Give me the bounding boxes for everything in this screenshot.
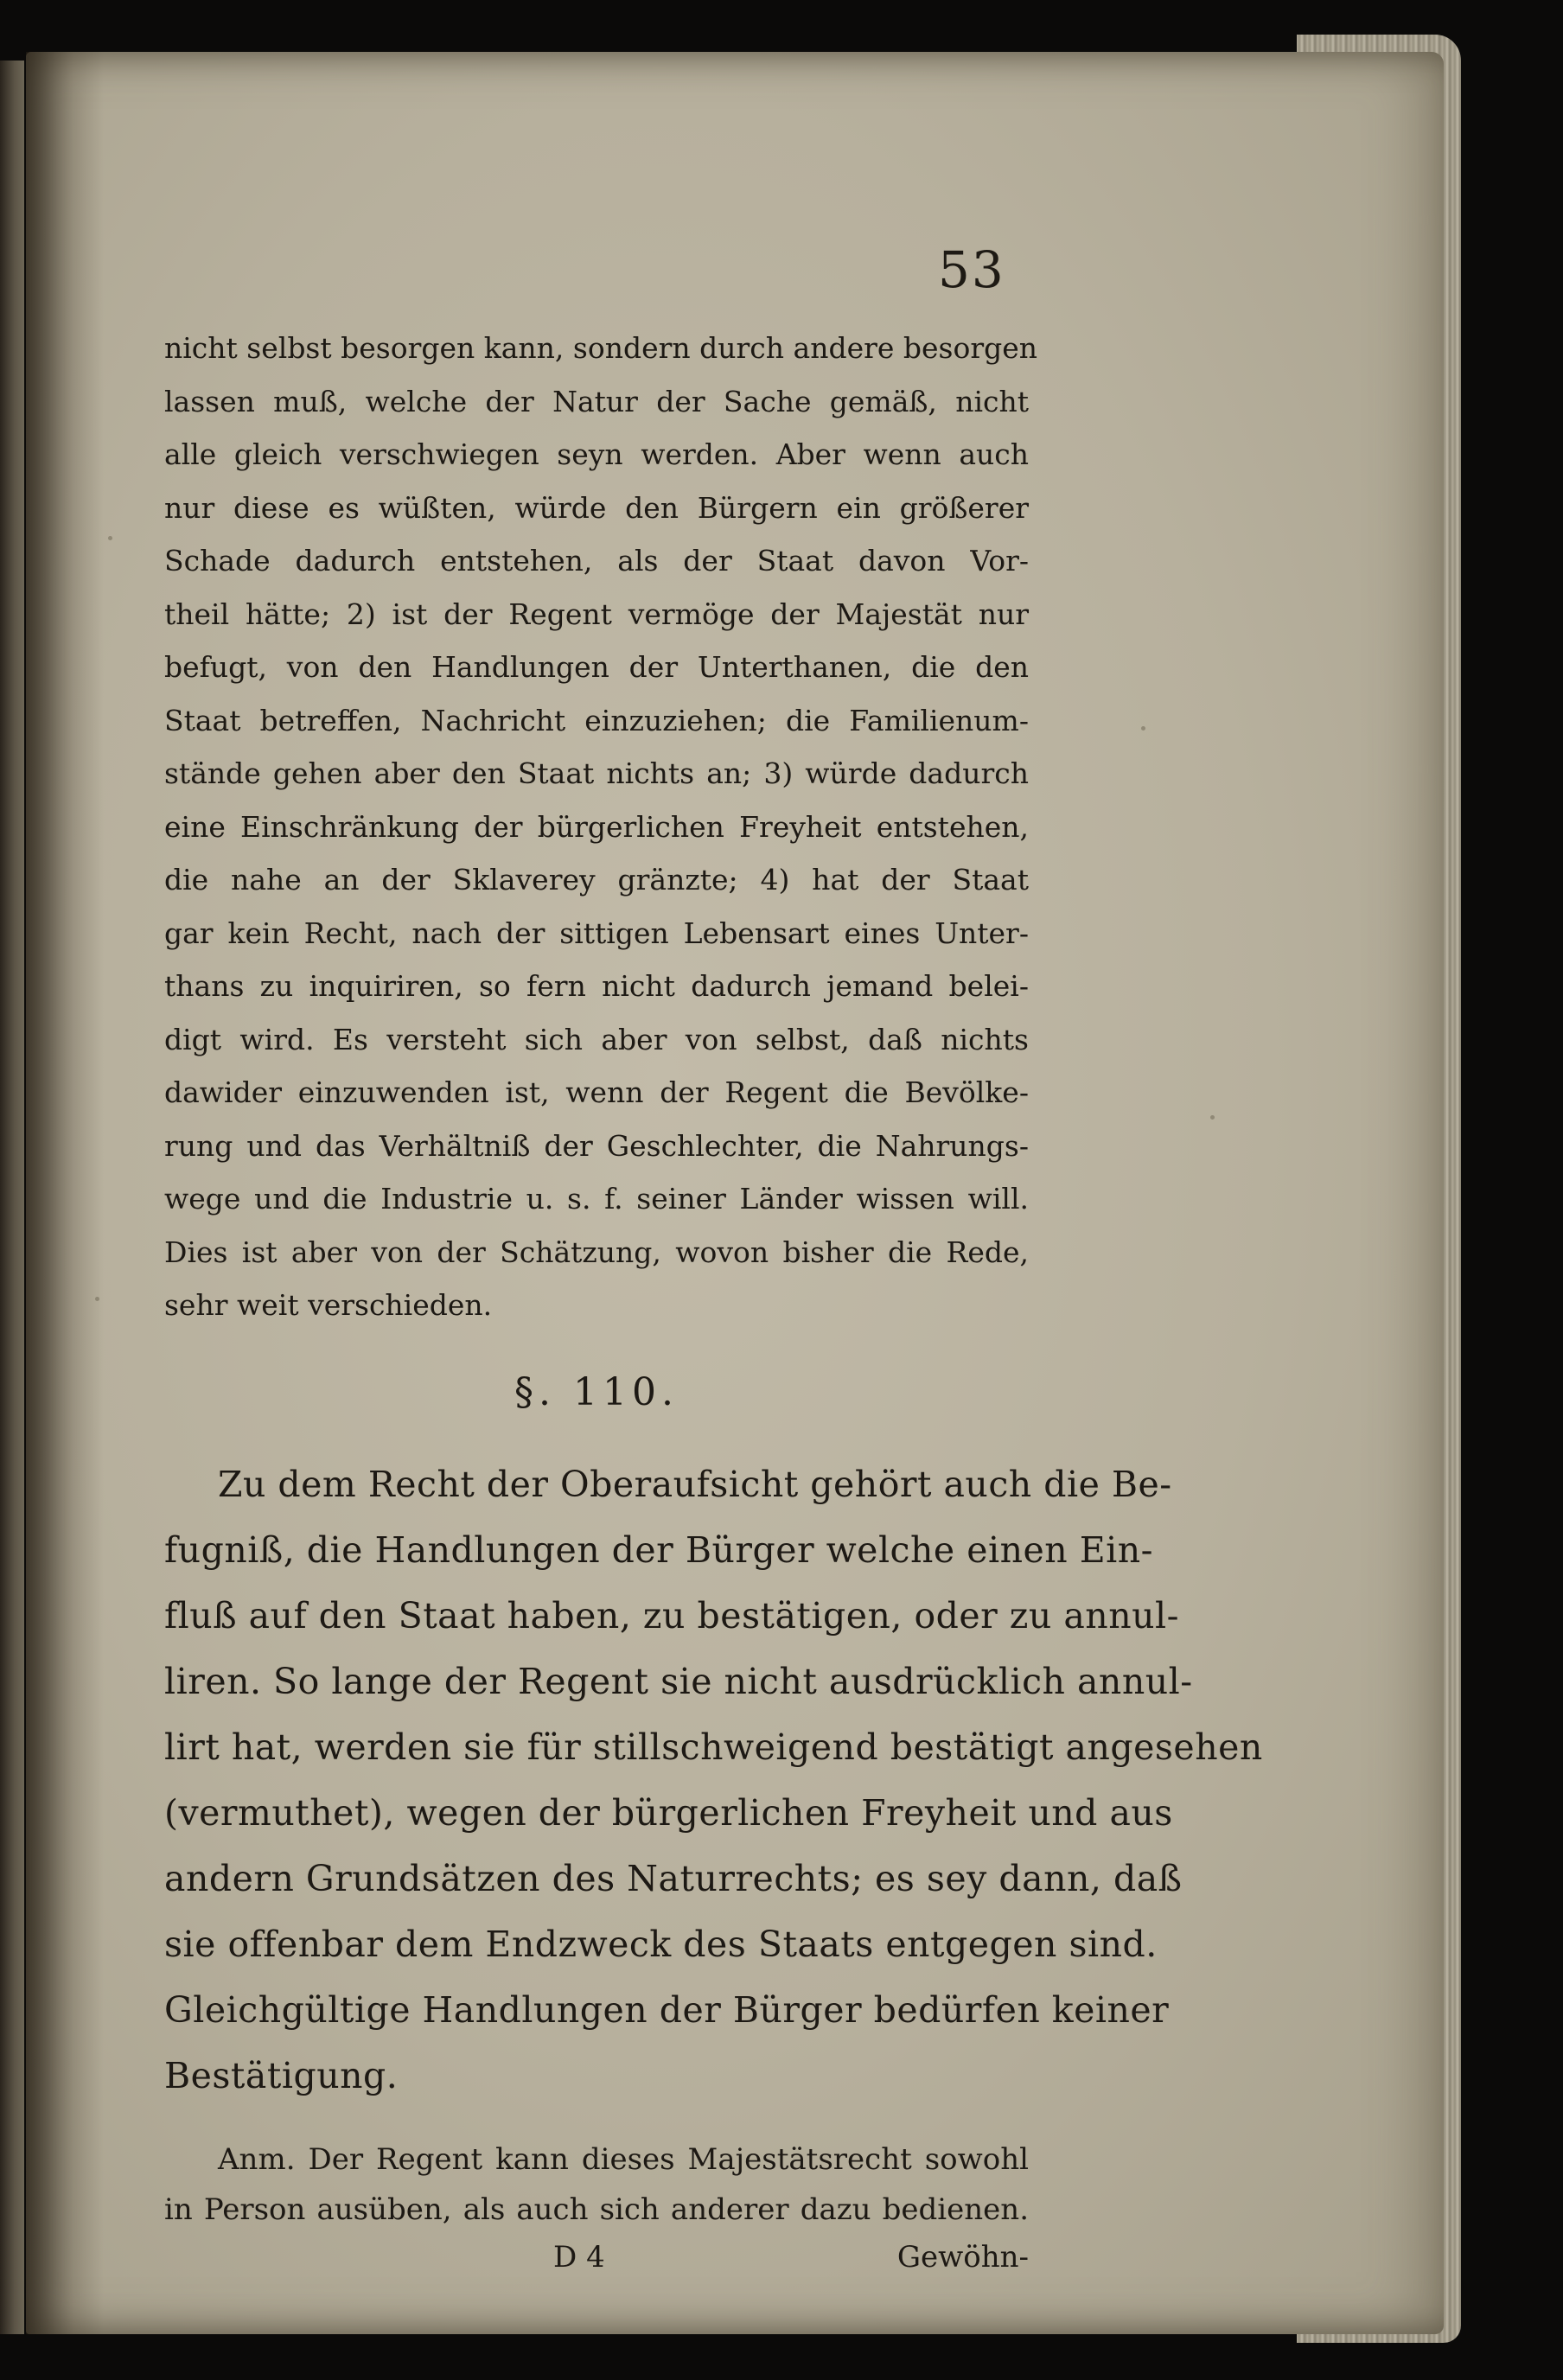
text-line: liren. So lange der Regent sie nicht ausdrücklich annul- [164, 1660, 1193, 1702]
text-line: die nahe an der Sklaverey gränzte; 4) hat der Staat [164, 863, 1029, 896]
text-line: (vermuthet), wegen der bürgerlichen Freyheit und aus [164, 1791, 1173, 1834]
paper-speck [108, 536, 112, 540]
section-heading: §. 110. [514, 1369, 679, 1414]
page-footer [164, 2235, 1029, 2280]
catchword: Gewöhn- [896, 2239, 1029, 2275]
text-line: rung und das Verhältniß der Geschlechter, die Nahrungs- [164, 1128, 1029, 1163]
text-line: dawider einzuwenden ist, wenn der Regent die Bevölke- [164, 1075, 1029, 1109]
text-line: Schade dadurch entstehen, als der Staat davon Vor- [164, 544, 1029, 577]
page-text [164, 322, 1263, 2280]
text-line: lirt hat, werden sie für stillschweigend bestätigt angesehen [164, 1726, 1263, 1768]
text-line: Staat betreffen, Nachricht einzuziehen; die Familienum- [164, 703, 1029, 737]
text-line: sie offenbar dem Endzweck des Staats entgegen sind. [164, 1923, 1158, 1965]
paper-speck [1141, 726, 1145, 731]
signature-mark: D 4 [553, 2239, 605, 2275]
text-line: nur diese es wüßten, würde den Bürgern ein größerer [164, 490, 1029, 525]
text-line: thans zu inquiriren, so fern nicht dadurch jemand belei- [164, 969, 1029, 1003]
text-line: fluß auf den Staat haben, zu bestätigen, oder zu annul- [164, 1594, 1179, 1637]
text-line: befugt, von den Handlungen der Unterthanen, die den [164, 650, 1029, 684]
text-line: Zu dem Recht der Oberaufsicht gehört auch die Be- [218, 1463, 1172, 1505]
text-line: in Person ausüben, als auch sich anderer dazu bedienen. [164, 2192, 1029, 2227]
paper-speck [1210, 1115, 1215, 1120]
paragraph-continued [164, 322, 1038, 1332]
text-line: andern Grundsätzen des Naturrechts; es sey dann, daß [164, 1857, 1183, 1899]
gutter-shadow [26, 52, 104, 2334]
paragraph-section-110 [164, 1452, 1263, 2109]
text-line: Bestätigung. [164, 2054, 399, 2096]
text-line: Anm. Der Regent kann dieses Majestätsrecht sowohl [218, 2141, 1029, 2177]
left-page-edge [0, 61, 24, 2334]
text-line: Gleichgültige Handlungen der Bürger bedürfen keiner [164, 1988, 1170, 2031]
paper-speck [95, 1297, 99, 1301]
text-line: fugniß, die Handlungen der Bürger welche einen Ein- [164, 1528, 1154, 1571]
text-line: nicht selbst besorgen kann, sondern durch andere besorgen [164, 331, 1038, 365]
text-line: wege und die Industrie u. s. f. seiner Länder wissen will. [164, 1182, 1029, 1216]
page-number: 53 [938, 240, 1005, 299]
text-line: eine Einschränkung der bürgerlichen Freyheit entstehen, [164, 809, 1029, 844]
annotation-note [164, 2134, 1029, 2235]
text-line: lassen muß, welche der Natur der Sache gemäß, nicht [164, 384, 1029, 418]
text-line: stände gehen aber den Staat nichts an; 3) würde dadurch [164, 756, 1029, 790]
text-line: Dies ist aber von der Schätzung, wovon bisher die Rede, [164, 1235, 1029, 1269]
text-line: digt wird. Es versteht sich aber von selbst, daß nichts [164, 1022, 1029, 1056]
text-line: gar kein Recht, nach der sittigen Lebensart eines Unter- [164, 916, 1029, 950]
text-line: alle gleich verschwiegen seyn werden. Aber wenn auch [164, 437, 1029, 471]
text-line: sehr weit verschieden. [164, 1288, 493, 1322]
text-line: theil hätte; 2) ist der Regent vermöge der Majestät nur [164, 597, 1029, 631]
